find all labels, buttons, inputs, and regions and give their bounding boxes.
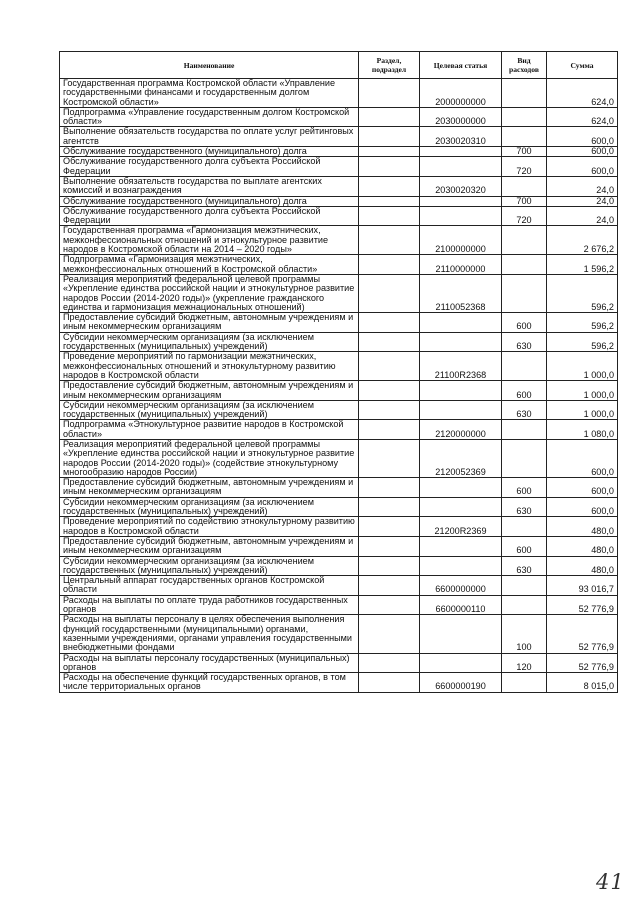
cell-amount: 480,0	[547, 556, 618, 576]
cell-amount: 600,0	[547, 439, 618, 477]
cell-target-code: 2000000000	[420, 79, 502, 108]
header-section: Раздел, подраздел	[359, 52, 420, 79]
cell-target-code: 2100000000	[420, 226, 502, 255]
cell-name: Государственная программа Костромской области «Управление государственными финансами и государственным долгом Костромской области»	[60, 79, 359, 108]
table-row	[60, 381, 618, 401]
cell-name: Предоставление субсидий бюджетным, автономным учреждениям и иным некоммерческим организациям	[60, 536, 359, 556]
cell-target-code: 6600000190	[420, 673, 502, 693]
cell-section	[359, 157, 420, 177]
table-row	[60, 576, 618, 596]
cell-section	[359, 420, 420, 440]
cell-target-code	[420, 206, 502, 226]
cell-expense-type	[502, 576, 547, 596]
cell-expense-type	[502, 420, 547, 440]
cell-expense-type: 700	[502, 147, 547, 157]
cell-name: Выполнение обязательств государства по оплате услуг рейтинговых агентств	[60, 127, 359, 147]
cell-target-code: 2120000000	[420, 420, 502, 440]
cell-target-code: 21100R2368	[420, 352, 502, 381]
budget-table	[59, 51, 618, 693]
cell-section	[359, 255, 420, 275]
cell-section	[359, 127, 420, 147]
cell-amount: 600,0	[547, 147, 618, 157]
cell-name: Расходы на выплаты по оплате труда работников государственных органов	[60, 595, 359, 615]
cell-name: Расходы на выплаты персоналу в целях обеспечения выполнения функций государственными (муниципальными) органами, казенными учреждениями, органами управления государственными внебюджетными фондами	[60, 615, 359, 653]
cell-amount: 52 776,9	[547, 653, 618, 673]
cell-section	[359, 196, 420, 206]
cell-target-code	[420, 332, 502, 352]
cell-section	[359, 332, 420, 352]
cell-expense-type: 630	[502, 332, 547, 352]
cell-name: Субсидии некоммерческим организациям (за исключением государственных (муниципальных) учреждений)	[60, 332, 359, 352]
table-row	[60, 274, 618, 312]
table-row	[60, 439, 618, 477]
cell-amount: 52 776,9	[547, 595, 618, 615]
cell-expense-type: 630	[502, 556, 547, 576]
cell-name: Центральный аппарат государственных органов Костромской области	[60, 576, 359, 596]
cell-name: Предоставление субсидий бюджетным, автономным учреждениям и иным некоммерческим организациям	[60, 478, 359, 498]
cell-target-code	[420, 653, 502, 673]
cell-section	[359, 226, 420, 255]
cell-expense-type: 630	[502, 497, 547, 517]
cell-amount: 480,0	[547, 517, 618, 537]
cell-section	[359, 517, 420, 537]
cell-name: Обслуживание государственного (муниципального) долга	[60, 147, 359, 157]
cell-amount: 24,0	[547, 196, 618, 206]
cell-section	[359, 595, 420, 615]
cell-target-code	[420, 478, 502, 498]
table-row	[60, 226, 618, 255]
cell-name: Предоставление субсидий бюджетным, автономным учреждениям и иным некоммерческим организациям	[60, 313, 359, 333]
cell-name: Проведение мероприятий по гармонизации межэтнических, межконфессиональных отношений и этнокультурному развитию народов в Костромской области	[60, 352, 359, 381]
table-row	[60, 255, 618, 275]
cell-amount: 1 080,0	[547, 420, 618, 440]
cell-expense-type	[502, 79, 547, 108]
cell-section	[359, 176, 420, 196]
table-row	[60, 673, 618, 693]
cell-section	[359, 653, 420, 673]
table-body	[60, 79, 618, 693]
cell-amount: 624,0	[547, 79, 618, 108]
table-row	[60, 332, 618, 352]
cell-target-code: 2030020320	[420, 176, 502, 196]
cell-target-code	[420, 157, 502, 177]
cell-section	[359, 478, 420, 498]
table-row	[60, 79, 618, 108]
cell-expense-type: 720	[502, 157, 547, 177]
table-row	[60, 517, 618, 537]
cell-amount: 480,0	[547, 536, 618, 556]
cell-name: Проведение мероприятий по содействию этнокультурному развитию народов в Костромской области	[60, 517, 359, 537]
cell-section	[359, 147, 420, 157]
cell-amount: 8 015,0	[547, 673, 618, 693]
cell-name: Субсидии некоммерческим организациям (за исключением государственных (муниципальных) учреждений)	[60, 400, 359, 420]
cell-section	[359, 576, 420, 596]
cell-expense-type	[502, 226, 547, 255]
cell-section	[359, 673, 420, 693]
table-row	[60, 107, 618, 127]
cell-amount: 596,2	[547, 274, 618, 312]
cell-section	[359, 497, 420, 517]
cell-expense-type: 600	[502, 381, 547, 401]
cell-amount: 624,0	[547, 107, 618, 127]
cell-target-code: 2110052368	[420, 274, 502, 312]
cell-target-code	[420, 196, 502, 206]
cell-target-code: 2110000000	[420, 255, 502, 275]
cell-expense-type	[502, 255, 547, 275]
cell-amount: 596,2	[547, 332, 618, 352]
table-row	[60, 653, 618, 673]
cell-expense-type	[502, 517, 547, 537]
cell-section	[359, 352, 420, 381]
cell-expense-type: 600	[502, 478, 547, 498]
cell-section	[359, 439, 420, 477]
cell-name: Обслуживание государственного долга субъекта Российской Федерации	[60, 206, 359, 226]
cell-expense-type: 120	[502, 653, 547, 673]
table-row	[60, 615, 618, 653]
cell-name: Обслуживание государственного (муниципального) долга	[60, 196, 359, 206]
table-row	[60, 176, 618, 196]
cell-expense-type: 600	[502, 536, 547, 556]
cell-expense-type	[502, 673, 547, 693]
table-row	[60, 400, 618, 420]
cell-amount: 600,0	[547, 157, 618, 177]
cell-target-code	[420, 556, 502, 576]
cell-amount: 52 776,9	[547, 615, 618, 653]
cell-name: Подпрограмма «Управление государственным долгом Костромской области»	[60, 107, 359, 127]
table-row	[60, 206, 618, 226]
cell-amount: 24,0	[547, 176, 618, 196]
cell-expense-type	[502, 176, 547, 196]
cell-amount: 600,0	[547, 478, 618, 498]
table-row	[60, 478, 618, 498]
cell-amount: 1 000,0	[547, 381, 618, 401]
table-row	[60, 420, 618, 440]
cell-target-code	[420, 381, 502, 401]
cell-name: Расходы на обеспечение функций государственных органов, в том числе территориальных органов	[60, 673, 359, 693]
cell-name: Субсидии некоммерческим организациям (за исключением государственных (муниципальных) учреждений)	[60, 497, 359, 517]
cell-name: Субсидии некоммерческим организациям (за исключением государственных (муниципальных) учреждений)	[60, 556, 359, 576]
cell-name: Государственная программа «Гармонизация межэтнических, межконфессиональных отношений и этнокультурное развитие народов в Костромской области на 2014 – 2020 годы»	[60, 226, 359, 255]
table-row	[60, 147, 618, 157]
cell-target-code: 2030020310	[420, 127, 502, 147]
cell-target-code: 2120052369	[420, 439, 502, 477]
cell-expense-type: 630	[502, 400, 547, 420]
cell-name: Предоставление субсидий бюджетным, автономным учреждениям и иным некоммерческим организациям	[60, 381, 359, 401]
cell-name: Подпрограмма «Гармонизация межэтнических, межконфессиональных отношений в Костромской области»	[60, 255, 359, 275]
budget-document-page	[59, 51, 617, 693]
cell-amount: 1 596,2	[547, 255, 618, 275]
table-row	[60, 157, 618, 177]
cell-name: Подпрограмма «Этнокультурное развитие народов в Костромской области»	[60, 420, 359, 440]
cell-expense-type	[502, 107, 547, 127]
cell-section	[359, 615, 420, 653]
cell-expense-type	[502, 274, 547, 312]
cell-target-code	[420, 400, 502, 420]
cell-expense-type: 100	[502, 615, 547, 653]
cell-name: Реализация мероприятий федеральной целевой программы «Укрепление единства российской нации и этнокультурное развитие народов России (2014-2020 годы)» (содействие этнокультурному многообразию народов России)	[60, 439, 359, 477]
cell-section	[359, 556, 420, 576]
cell-expense-type: 700	[502, 196, 547, 206]
cell-section	[359, 536, 420, 556]
cell-amount: 1 000,0	[547, 352, 618, 381]
table-row	[60, 536, 618, 556]
cell-amount: 93 016,7	[547, 576, 618, 596]
table-row	[60, 313, 618, 333]
cell-amount: 596,2	[547, 313, 618, 333]
header-amount: Сумма	[547, 52, 618, 79]
cell-expense-type	[502, 352, 547, 381]
table-row	[60, 196, 618, 206]
cell-target-code	[420, 615, 502, 653]
table-row	[60, 497, 618, 517]
cell-target-code: 2030000000	[420, 107, 502, 127]
table-row	[60, 556, 618, 576]
cell-expense-type: 600	[502, 313, 547, 333]
cell-expense-type	[502, 595, 547, 615]
cell-target-code	[420, 536, 502, 556]
cell-target-code	[420, 497, 502, 517]
cell-amount: 2 676,2	[547, 226, 618, 255]
cell-expense-type	[502, 127, 547, 147]
cell-amount: 600,0	[547, 497, 618, 517]
cell-section	[359, 274, 420, 312]
header-expense-type: Вид расходов	[502, 52, 547, 79]
cell-target-code: 6600000000	[420, 576, 502, 596]
cell-section	[359, 381, 420, 401]
cell-target-code	[420, 313, 502, 333]
cell-target-code: 21200R2369	[420, 517, 502, 537]
page-number: 41	[596, 870, 625, 894]
cell-name: Расходы на выплаты персоналу государственных (муниципальных) органов	[60, 653, 359, 673]
cell-name: Выполнение обязательств государства по выплате агентских комиссий и вознаграждения	[60, 176, 359, 196]
cell-section	[359, 313, 420, 333]
cell-amount: 24,0	[547, 206, 618, 226]
cell-expense-type	[502, 439, 547, 477]
table-header-row	[60, 52, 618, 79]
cell-name: Обслуживание государственного долга субъекта Российской Федерации	[60, 157, 359, 177]
cell-section	[359, 206, 420, 226]
cell-name: Реализация мероприятий федеральной целевой программы «Укрепление единства российской нации и этнокультурное развитие народов России (2014-2020 годы)» (укрепление гражданского единства и гармонизация межнациональных отношений)	[60, 274, 359, 312]
cell-section	[359, 79, 420, 108]
header-name: Наименование	[60, 52, 359, 79]
table-row	[60, 352, 618, 381]
table-row	[60, 127, 618, 147]
cell-section	[359, 107, 420, 127]
cell-expense-type: 720	[502, 206, 547, 226]
cell-target-code	[420, 147, 502, 157]
table-row	[60, 595, 618, 615]
cell-section	[359, 400, 420, 420]
header-target: Целевая статья	[420, 52, 502, 79]
cell-target-code: 6600000110	[420, 595, 502, 615]
cell-amount: 1 000,0	[547, 400, 618, 420]
cell-amount: 600,0	[547, 127, 618, 147]
